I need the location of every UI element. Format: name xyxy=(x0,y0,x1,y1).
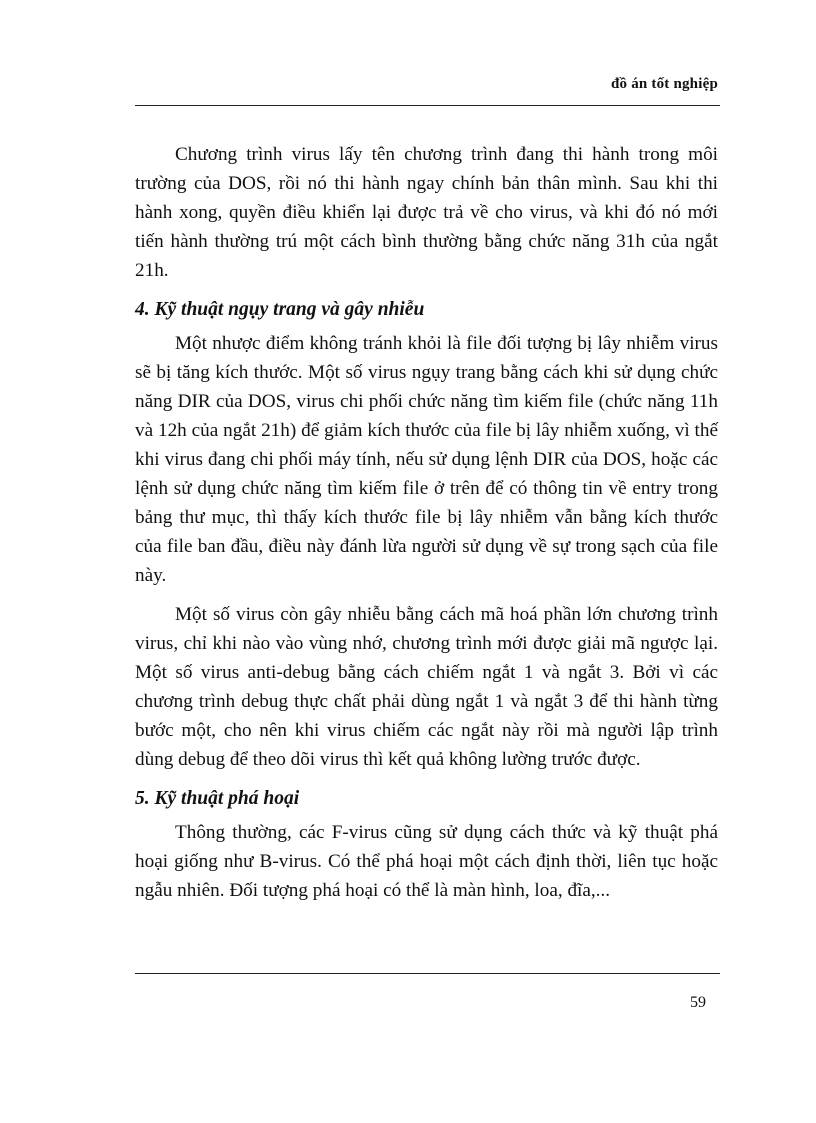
paragraph-noise: Một số virus còn gây nhiễu bằng cách mã hoá phần lớn chương trình virus, chỉ khi nào vào vùng nhớ, chương trình mới được giải mã ngược lại. Một số virus anti-debug bằng cách chiếm ngắt 1 và ngắt 3. Bởi vì các chương trình debug thực chất phải dùng ngắt 1 và ngắt 3 để thi hành từng bước một, cho nên khi virus chiếm các ngắt này rồi mà người lập trình dùng debug để theo dõi virus thì kết quả không lường trước được. xyxy=(135,604,718,770)
page-number: 59 xyxy=(690,994,706,1011)
paragraph-continuation: Chương trình virus lấy tên chương trình đang thi hành trong môi trường của DOS, rồi nó thi hành ngay chính bản thân mình. Sau khi thi hành xong, quyền điều khiển lại được trả về cho virus, và khi đó nó mới tiến hành thường trú một cách bình thường bằng chức năng 31h của ngắt 21h. xyxy=(135,144,718,281)
header-rule xyxy=(135,105,720,106)
paragraph-disguise: Một nhược điểm không tránh khỏi là file đối tượng bị lây nhiễm virus sẽ bị tăng kích thước. Một số virus ngụy trang bằng cách khi sử dụng chức năng DIR của DOS, virus chi phối chức năng tìm kiếm file (chức năng 11h và 12h của ngắt 21h) để giảm kích thước của file bị lây nhiễm xuống, vì thế khi virus đang chi phối máy tính, nếu sử dụng lệnh DIR của DOS, hoặc các lệnh sử dụng chức năng tìm kiếm file ở trên để có thông tin về entry trong bảng thư mục, thì thấy kích thước file bị lây nhiễm vẫn bằng kích thước của file ban đầu, điều này đánh lừa người sử dụng về sự trong sạch của file này. xyxy=(135,333,718,586)
running-header-title: đồ án tốt nghiệp xyxy=(611,76,718,92)
page-body xyxy=(135,140,718,915)
section-heading-5: 5. Kỹ thuật phá hoại xyxy=(135,788,300,809)
section-heading-4: 4. Kỹ thuật ngụy trang và gây nhiễu xyxy=(135,299,425,320)
footer-rule xyxy=(135,973,720,974)
paragraph-destruction: Thông thường, các F-virus cũng sử dụng cách thức và kỹ thuật phá hoại giống như B-virus. Có thể phá hoại một cách định thời, liên tục hoặc ngẫu nhiên. Đối tượng phá hoại có thể là màn hình, loa, đĩa,... xyxy=(135,822,718,901)
